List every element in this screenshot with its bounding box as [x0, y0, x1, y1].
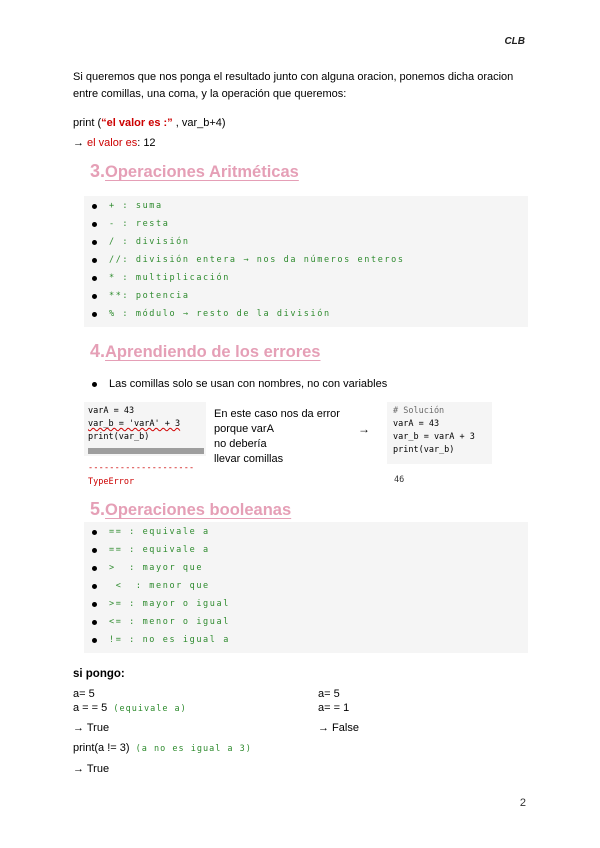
list-item-text: * : multiplicación — [109, 273, 230, 283]
boolean-operators-box — [84, 522, 528, 653]
example-right-result-1: → False — [318, 722, 359, 734]
print-suffix: , var_b+4) — [172, 117, 226, 129]
error-code-line-3: print(var_b) — [88, 432, 150, 442]
intro-line-1: Si queremos que nos ponga el resultado junto con alguna oracion, ponemos dicha oracion — [73, 71, 514, 83]
result-line — [73, 135, 156, 152]
list-item-text: //: división entera → nos da números enteros — [109, 255, 405, 265]
example-left-print-text: print(a != 3) — [73, 742, 136, 754]
print-string: “el valor es :” — [101, 117, 173, 129]
bullet-icon — [92, 620, 97, 625]
intro-line-2: entre comillas, una coma, y la operación que queremos: — [73, 88, 347, 100]
section-5-title: Operaciones booleanas — [105, 501, 292, 519]
section-4-number: 4. — [90, 341, 106, 361]
list-item — [84, 631, 230, 649]
bullet-icon — [92, 548, 97, 553]
example-left-result-2: → True — [73, 763, 110, 775]
example-right-a2: a= = 1 — [318, 702, 350, 714]
section-4-title: Aprendiendo de los errores — [105, 343, 321, 361]
list-item-text: - : resta — [109, 219, 170, 229]
list-item — [84, 287, 190, 305]
error-code-box — [84, 402, 206, 456]
list-item — [84, 523, 210, 541]
list-item-text: < : menor que — [109, 581, 210, 591]
error-dashes: -------------------- — [88, 463, 195, 473]
example-left-print — [73, 742, 252, 754]
example-right-a1: a= 5 — [318, 688, 340, 700]
list-item-text: **: potencia — [109, 291, 190, 301]
section-3-number: 3. — [90, 161, 106, 181]
arithmetic-operators-box — [84, 196, 528, 327]
header-initials: CLB — [504, 36, 525, 47]
result-text-black: : 12 — [137, 137, 156, 149]
solution-comment: # Solución — [393, 406, 445, 416]
example-left-a2-code: (equivale a) — [113, 704, 187, 714]
list-item-text: / : división — [109, 237, 190, 247]
bullet-icon — [92, 584, 97, 589]
result-arrow: → — [73, 137, 84, 149]
bullet-icon — [92, 240, 97, 245]
list-item — [84, 251, 405, 269]
example-left-a2-text: a = = 5 — [73, 702, 114, 714]
bullet-icon — [92, 276, 97, 281]
bullet-icon — [92, 222, 97, 227]
bullet-icon — [92, 566, 97, 571]
section-4-heading — [90, 341, 320, 362]
bullet-icon — [92, 638, 97, 643]
bullet-icon — [92, 530, 97, 535]
solution-line-3: print(var_b) — [393, 445, 455, 455]
page-number: 2 — [519, 797, 526, 809]
solution-code-box — [387, 402, 492, 464]
list-item — [84, 595, 230, 613]
explanation-line: porque varA — [214, 423, 274, 435]
solution-output: 46 — [394, 475, 405, 485]
example-left-print-code: (a no es igual a 3) — [135, 744, 252, 754]
list-item-text: == : equivale a — [109, 527, 210, 537]
result-text-red: el valor es — [84, 137, 138, 149]
section-3-heading — [90, 161, 299, 182]
list-item — [84, 541, 210, 559]
list-item — [84, 577, 210, 595]
section-4-bullet — [84, 375, 387, 393]
list-item — [84, 233, 190, 251]
list-item-text: > : mayor que — [109, 563, 204, 573]
section-5-heading — [90, 499, 291, 520]
explanation-arrow: → — [358, 422, 370, 436]
bullet-icon — [92, 204, 97, 209]
list-item-text: >= : mayor o igual — [109, 599, 230, 609]
section-5-number: 5. — [90, 499, 106, 519]
solution-line-2: var_b = varA + 3 — [393, 432, 475, 442]
list-item-text: % : módulo → resto de la división — [109, 309, 331, 319]
list-item — [84, 197, 163, 215]
solution-line-1: varA = 43 — [393, 419, 440, 429]
error-code-line-1: varA = 43 — [88, 406, 135, 416]
list-item — [84, 269, 230, 287]
bullet-icon — [92, 602, 97, 607]
section-3-title: Operaciones Aritméticas — [105, 163, 299, 181]
bullet-icon — [92, 258, 97, 263]
explanation-line: no debería — [214, 438, 267, 450]
error-type: TypeError — [88, 477, 135, 487]
list-item — [84, 613, 230, 631]
section-4-bullet-text: Las comillas solo se usan con nombres, no con variables — [109, 378, 388, 390]
error-explanation — [214, 407, 340, 467]
bullet-icon — [92, 312, 97, 317]
bullet-icon — [92, 294, 97, 299]
error-code-line-2: var_b = 'varA' + 3 — [88, 419, 181, 429]
list-item — [84, 215, 169, 233]
list-item — [84, 305, 331, 323]
list-item-text: + : suma — [109, 201, 163, 211]
list-item-text: <= : menor o igual — [109, 617, 230, 627]
example-left-result-1: → True — [73, 722, 110, 734]
print-example — [73, 115, 226, 132]
explanation-line: llevar comillas — [214, 453, 284, 465]
list-item-text: == : equivale a — [109, 545, 210, 555]
example-left-a2 — [73, 701, 187, 717]
bullet-icon — [92, 382, 97, 387]
output-scrollbar — [88, 448, 204, 454]
examples-heading: si pongo: — [73, 668, 125, 680]
list-item — [84, 559, 203, 577]
list-item-text: != : no es igual a — [109, 635, 230, 645]
print-prefix: print ( — [73, 117, 102, 129]
explanation-line: En este caso nos da error — [214, 408, 340, 420]
example-left-a1: a= 5 — [73, 688, 95, 700]
